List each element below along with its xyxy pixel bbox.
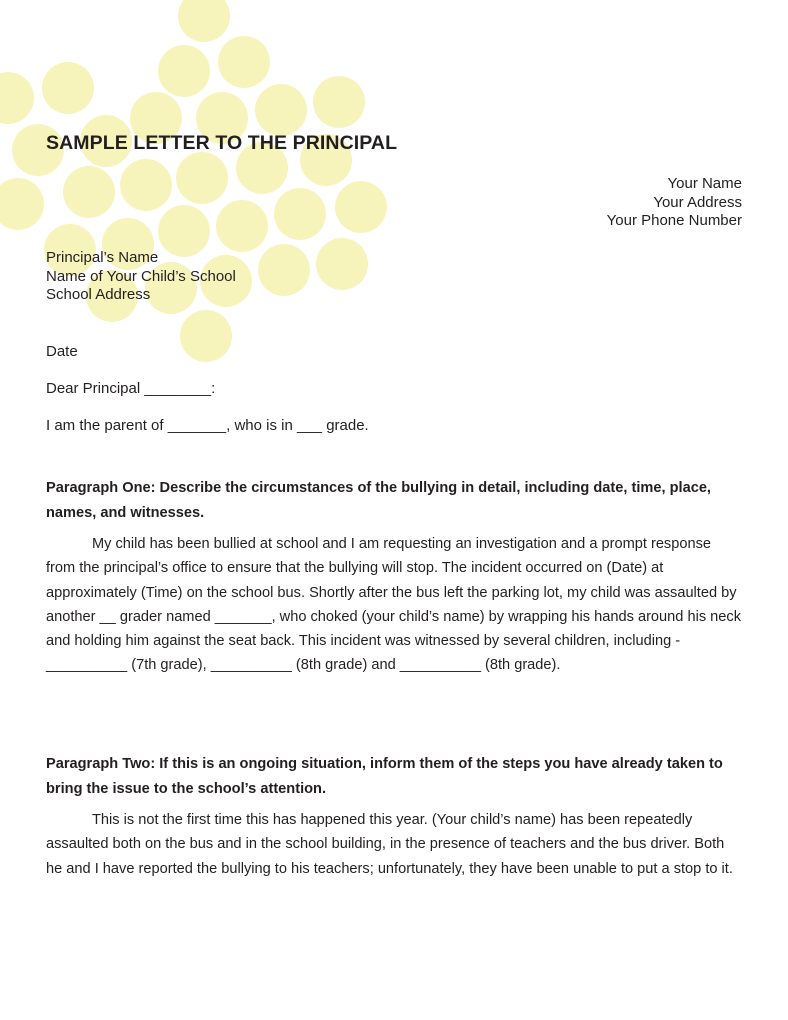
salutation: Dear Principal ________: (46, 380, 216, 397)
recipient-school: Name of Your Child’s School (46, 267, 236, 285)
sender-address: Your Address (653, 193, 742, 211)
sender-phone: Your Phone Number (606, 212, 742, 229)
recipient-name: Principal’s Name (46, 249, 159, 266)
paragraph-two-heading: Paragraph Two: If this is an ongoing situation, inform them of the steps you have already taken to bring the issue to the school’s attention. (46, 756, 723, 797)
paragraph-one-heading: Paragraph One: Describe the circumstances of the bullying in detail, including date, time, place, names, and witnesses. (46, 480, 711, 521)
recipient-block (46, 249, 236, 305)
sender-block (607, 175, 742, 231)
date-line: Date (46, 343, 78, 360)
page-title: SAMPLE LETTER TO THE PRINCIPAL (46, 132, 398, 154)
recipient-address: School Address (46, 286, 151, 303)
paragraph-two-body: This is not the first time this has happened this year. (Your child’s name) has been repeatedly assaulted both on the bus and in the school building, in the presence of teachers and the bus driver. Both he and I have reported the bullying to his teachers; unfortunately, they have been unable to put a stop to it. (46, 812, 733, 877)
intro-line: I am the parent of _______, who is in ___ grade. (46, 417, 369, 434)
paragraph-one-body: My child has been bullied at school and I am requesting an investigation and a prompt response from the principal’s office to ensure that the bullying will stop. The incident occurred on (Date) at approximately (Time) on the school bus. Shortly after the bus left the parking lot, my child was assaulted by another __ grader named _______, who choked (your child’s name) by wrapping his hands around his neck and holding him against the seat back. This incident was witnessed by several children, including - __________ (7th grade), __________ (8th grade) and __________ (8th grade). (46, 536, 741, 674)
sender-name: Your Name (667, 175, 742, 192)
